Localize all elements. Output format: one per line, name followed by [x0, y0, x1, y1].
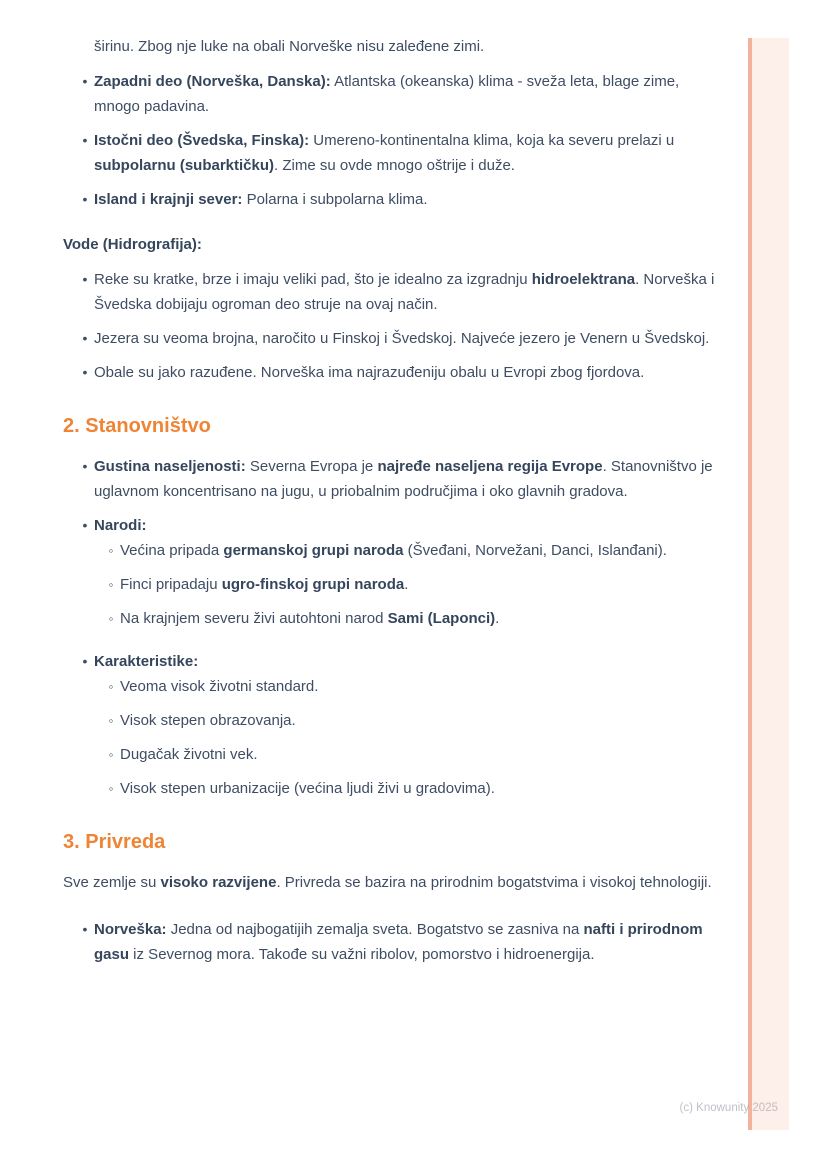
bullet-icon: •	[82, 458, 88, 474]
list-item-norveska	[82, 917, 723, 967]
bullet-icon: •	[82, 653, 88, 669]
circle-bullet-icon: ◦	[108, 781, 114, 796]
bullet-icon: •	[82, 921, 88, 937]
list-item-istocni-deo	[82, 128, 723, 178]
bullet-icon: •	[82, 330, 88, 346]
sub-list-item-urbanizacija	[108, 776, 723, 801]
list-item-text: Istočni deo (Švedska, Finska): Umereno-kontinentalna klima, koja ka severu prelazi u subpolarnu (subarktičku). Zime su ovde mnogo oštrije i duže.	[94, 132, 675, 174]
list-item-zapadni-deo	[82, 69, 723, 119]
narodi-sub-list	[94, 538, 723, 631]
list-item-text: Gustina naseljenosti: Severna Evropa je najređe naseljena regija Evrope. Stanovništvo je uglavnom koncentrisano na jugu, u priobalnim područjima i oko glavnih gradova.	[94, 458, 713, 500]
privreda-list	[63, 917, 723, 967]
subsection-heading-vode: Vode (Hidrografija):	[63, 236, 202, 253]
circle-bullet-icon: ◦	[108, 713, 114, 728]
karakteristike-sub-list	[94, 674, 723, 801]
list-item-text: Zapadni deo (Norveška, Danska): Atlantska (okeanska) klima - sveža leta, blage zime, mnogo padavina.	[94, 73, 680, 115]
bullet-icon: •	[82, 271, 88, 287]
bullet-icon: •	[82, 517, 88, 533]
sub-list-item-zivotni-vek	[108, 742, 723, 767]
list-item-text: Norveška: Jedna od najbogatijih zemalja sveta. Bogatstvo se zasniva na nafti i prirodnom gasu iz Severnog mora. Takođe su važni ribolov, pomorstvo i hidroenergija.	[94, 921, 703, 963]
list-item-text: Dugačak životni vek.	[120, 746, 258, 763]
bullet-icon: •	[82, 73, 88, 89]
stanovnistvo-list	[63, 454, 723, 801]
list-item-text: Karakteristike:	[94, 653, 199, 670]
circle-bullet-icon: ◦	[108, 747, 114, 762]
document-content	[63, 34, 723, 987]
sub-list-item-obrazovanje	[108, 708, 723, 733]
bullet-icon: •	[82, 132, 88, 148]
circle-bullet-icon: ◦	[108, 611, 114, 626]
section-heading-stanovnistvo: 2. Stanovništvo	[63, 415, 211, 437]
paragraph-continuation: širinu. Zbog nje luke na obali Norveške nisu zaleđene zimi.	[94, 38, 485, 55]
climate-list	[63, 69, 723, 212]
sub-list-item-finci	[108, 572, 723, 597]
list-item-text: Narodi:	[94, 517, 147, 534]
section-heading-privreda: 3. Privreda	[63, 831, 166, 853]
list-item-island-sever	[82, 187, 723, 212]
list-item-text: Na krajnjem severu živi autohtoni narod Sami (Laponci).	[120, 610, 500, 627]
bullet-icon: •	[82, 191, 88, 207]
bullet-icon: •	[82, 364, 88, 380]
list-item-text: Jezera su veoma brojna, naročito u Finskoj i Švedskoj. Najveće jezero je Venern u Švedskoj.	[94, 330, 710, 347]
list-item-reke	[82, 267, 723, 317]
list-item-text: Obale su jako razuđene. Norveška ima najrazuđeniju obalu u Evropi zbog fjordova.	[94, 364, 645, 381]
list-item-narodi	[82, 513, 723, 631]
list-item-text: Visok stepen obrazovanja.	[120, 712, 296, 729]
list-item-gustina	[82, 454, 723, 504]
list-item-text: Finci pripadaju ugro-finskoj grupi naroda.	[120, 576, 409, 593]
list-item-text: Veoma visok životni standard.	[120, 678, 319, 695]
vode-list	[63, 267, 723, 385]
sub-list-item-standard	[108, 674, 723, 699]
list-item-text: Većina pripada germanskoj grupi naroda (Šveđani, Norvežani, Danci, Islanđani).	[120, 542, 667, 559]
sub-list-item-sami	[108, 606, 723, 631]
page-edge-stripe	[748, 38, 789, 1130]
sub-list-item-germanska-grupa	[108, 538, 723, 563]
circle-bullet-icon: ◦	[108, 679, 114, 694]
list-item-karakteristike	[82, 649, 723, 801]
circle-bullet-icon: ◦	[108, 577, 114, 592]
copyright-footer: (c) Knowunity 2025	[679, 1102, 778, 1114]
list-item-text: Island i krajnji sever: Polarna i subpolarna klima.	[94, 191, 428, 208]
list-item-obale	[82, 360, 723, 385]
list-item-text: Visok stepen urbanizacije (većina ljudi živi u gradovima).	[120, 780, 495, 797]
privreda-intro-paragraph: Sve zemlje su visoko razvijene. Privreda se bazira na prirodnim bogatstvima i visokoj tehnologiji.	[63, 874, 712, 891]
circle-bullet-icon: ◦	[108, 543, 114, 558]
list-item-text: Reke su kratke, brze i imaju veliki pad, što je idealno za izgradnju hidroelektrana. Norveška i Švedska dobijaju ogroman deo struje na ovaj način.	[94, 271, 715, 313]
list-item-jezera	[82, 326, 723, 351]
